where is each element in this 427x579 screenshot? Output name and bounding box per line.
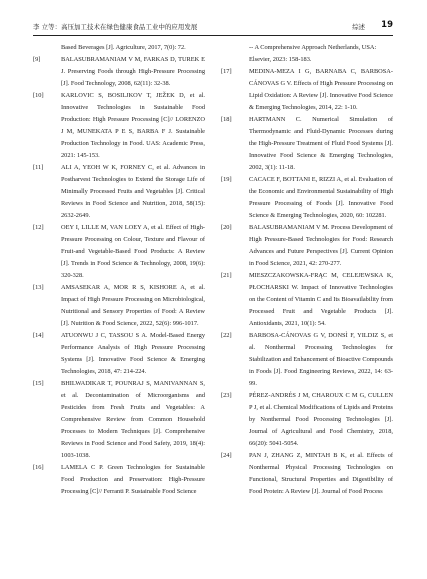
reference-text: BARBOSA-CÁNOVAS G V, DONSÌ F, YILDIZ S, et al. Nonthermal Processing Technologies for Stabilization and Enhancement of Bioactive Compounds in Foods [J]. Food Engineering Reviews, 2022, 14: 63-99. — [249, 332, 393, 387]
reference-text: BALASUBRAMANIAM V M. Process Development of High Pressure-Based Technologies for Food: Research Advances and Future Perspectives [J]. Current Opinion in Food Science, 2021, 42: 270-277. — [249, 224, 393, 267]
reference-entry — [33, 90, 205, 162]
reference-number: [9] — [33, 56, 41, 63]
reference-entry — [221, 330, 393, 390]
reference-text: CACACE F, BOTTANI E, RIZZI A, et al. Evaluation of the Economic and Environmental Sustainability of High Pressure Processing of Foods [J]. Innovative Food Science & Emerging Technologies, 2020, 60: 102281. — [249, 176, 393, 219]
reference-number: [13] — [33, 284, 44, 291]
reference-entry — [33, 162, 205, 222]
header-rule — [33, 35, 393, 36]
reference-entry — [33, 462, 205, 498]
reference-entry — [33, 54, 205, 90]
references-left-column — [33, 42, 205, 498]
reference-text: OEY I, LILLE M, VAN LOEY A, et al. Effect of High-Pressure Processing on Colour, Texture and Flavour of Fruit-and Vegetable-Based Food Products: A Review [J]. Trends in Food Science & Technology, 2008, 19(6): 320-328. — [61, 224, 205, 279]
reference-number: [23] — [221, 392, 232, 399]
reference-entry — [33, 378, 205, 462]
reference-number: [21] — [221, 272, 232, 279]
reference-text: ATUONWU J C, TASSOU S A. Model-Based Energy Performance Analysis of High Pressure Processing Systems [J]. Innovative Food Science & Emerging Technologies, 2018, 47: 214-224. — [61, 332, 205, 375]
reference-entry — [221, 66, 393, 114]
reference-number: [12] — [33, 224, 44, 231]
reference-number: [22] — [221, 332, 232, 339]
reference-text: AMSASEKAR A, MOR R S, KISHORE A, et al. Impact of High Pressure Processing on Microbiological, Nutritional and Sensory Properties of Food: A Review [J]. Nutrition & Food Science, 2022, 52(6): 996-1017. — [61, 284, 205, 327]
reference-list — [221, 66, 393, 498]
reference-text: MIESZCZAKOWSKA-FRĄC M, CELEJEWSKA K, PŁOCHARSKI W. Impact of Innovative Technologies on the Content of Vitamin C and Its Bioavailability from Processed Fruit and Vegetable Products [J]. Antioxidants, 2021, 10(1): 54. — [249, 272, 393, 327]
reference-entry — [221, 390, 393, 450]
reference-number: [18] — [221, 116, 232, 123]
reference-entry — [33, 330, 205, 378]
reference-entry — [221, 450, 393, 498]
reference-entry — [33, 282, 205, 330]
reference-number: [24] — [221, 452, 232, 459]
reference-number: [11] — [33, 164, 44, 171]
reference-number: [10] — [33, 92, 44, 99]
reference-entry — [221, 174, 393, 222]
running-title: 李 立等：高压加工技术在绿色健康食品工业中的应用发展 — [33, 23, 198, 31]
reference-text: PÉREZ-ANDRÉS J M, CHAROUX C M G, CULLEN P J, et al. Chemical Modifications of Lipids and Proteins by Nonthermal Food Processing Technologies [J]. Journal of Agricultural and Food Chemistry, 2018, 66(20): 5041-5054. — [249, 392, 393, 447]
reference-continuation: Based Beverages [J]. Agriculture, 2017, 7(0): 72. — [61, 44, 186, 51]
running-header — [33, 20, 393, 34]
reference-entry — [33, 222, 205, 282]
reference-number: [14] — [33, 332, 44, 339]
reference-list — [33, 54, 205, 498]
reference-number: [20] — [221, 224, 232, 231]
reference-text: PAN J, ZHANG Z, MINTAH B K, et al. Effects of Nonthermal Physical Processing Technologies on Functional, Structural Properties and Digestibility of Food Protein: A Review [J]. Journal of Food Process — [249, 452, 393, 495]
reference-entry — [221, 222, 393, 270]
references-right-column — [221, 42, 393, 498]
reference-number: [15] — [33, 380, 44, 387]
reference-text: BALASUBRAMANIAM V M, FARKAS D, TUREK E J. Preserving Foods through High-Pressure Processing [J]. Food Technology, 2008, 62(11): 32-38. — [61, 56, 205, 87]
reference-continuation: -- A Comprehensive Approach Netherlands, USA: Elsevier, 2023: 158-183. — [249, 44, 377, 63]
reference-text: ALI A, YEOH W K, FORNEY C, et al. Advances in Postharvest Technologies to Extend the Storage Life of Minimally Processed Fruits and Vegetables [J]. Critical Reviews in Food Science and Nutrition, 2018, 58(15): 2632-2649. — [61, 164, 205, 219]
reference-entry — [221, 114, 393, 174]
reference-number: [17] — [221, 68, 232, 75]
page-number: 19 — [381, 20, 393, 30]
section-label: 综述 — [352, 23, 365, 31]
reference-entry — [221, 270, 393, 330]
reference-number: [19] — [221, 176, 232, 183]
reference-text: LAMELA C P. Green Technologies for Sustainable Food Production and Preservation: High-Pressure Processing [C]// Ferranti P. Sustainable Food Science — [61, 464, 205, 495]
reference-text: HARTMANN C. Numerical Simulation of Thermodynamic and Fluid-Dynamic Processes during the High-Pressure Treatment of Fluid Food Systems [J]. Innovative Food Science & Emerging Technologies, 2002, 3(1): 11-18. — [249, 116, 393, 171]
reference-text: MEDINA-MEZA I G, BARNABA C, BARBOSA-CÁNOVAS G V. Effects of High Pressure Processing on Lipid Oxidation: A Review [J]. Innovative Food Science & Emerging Technologies, 2014, 22: 1-10. — [249, 68, 393, 111]
reference-number: [16] — [33, 464, 44, 471]
reference-text: KARLOVIC S, BOSILJKOV T, JEŽEK D, et al. Innovative Technologies in Sustainable Food Production: High Pressure Processing [C]// LORENZO J M, MUNEKATA P E S, BARBA F J. Sustainable Production Technology in Food. UAS: Academic Press, 2021: 145-153. — [61, 92, 205, 159]
reference-text: BHILWADIKAR T, POUNRAJ S, MANIVANNAN S, et al. Decontamination of Microorganisms and Pesticides from Fresh Fruits and Vegetables: A Comprehensive Review from Common Household Processes to Modern Techniques [J]. Comprehensive Reviews in Food Science and Food Safety, 2019, 18(4): 1003-1038. — [61, 380, 205, 459]
